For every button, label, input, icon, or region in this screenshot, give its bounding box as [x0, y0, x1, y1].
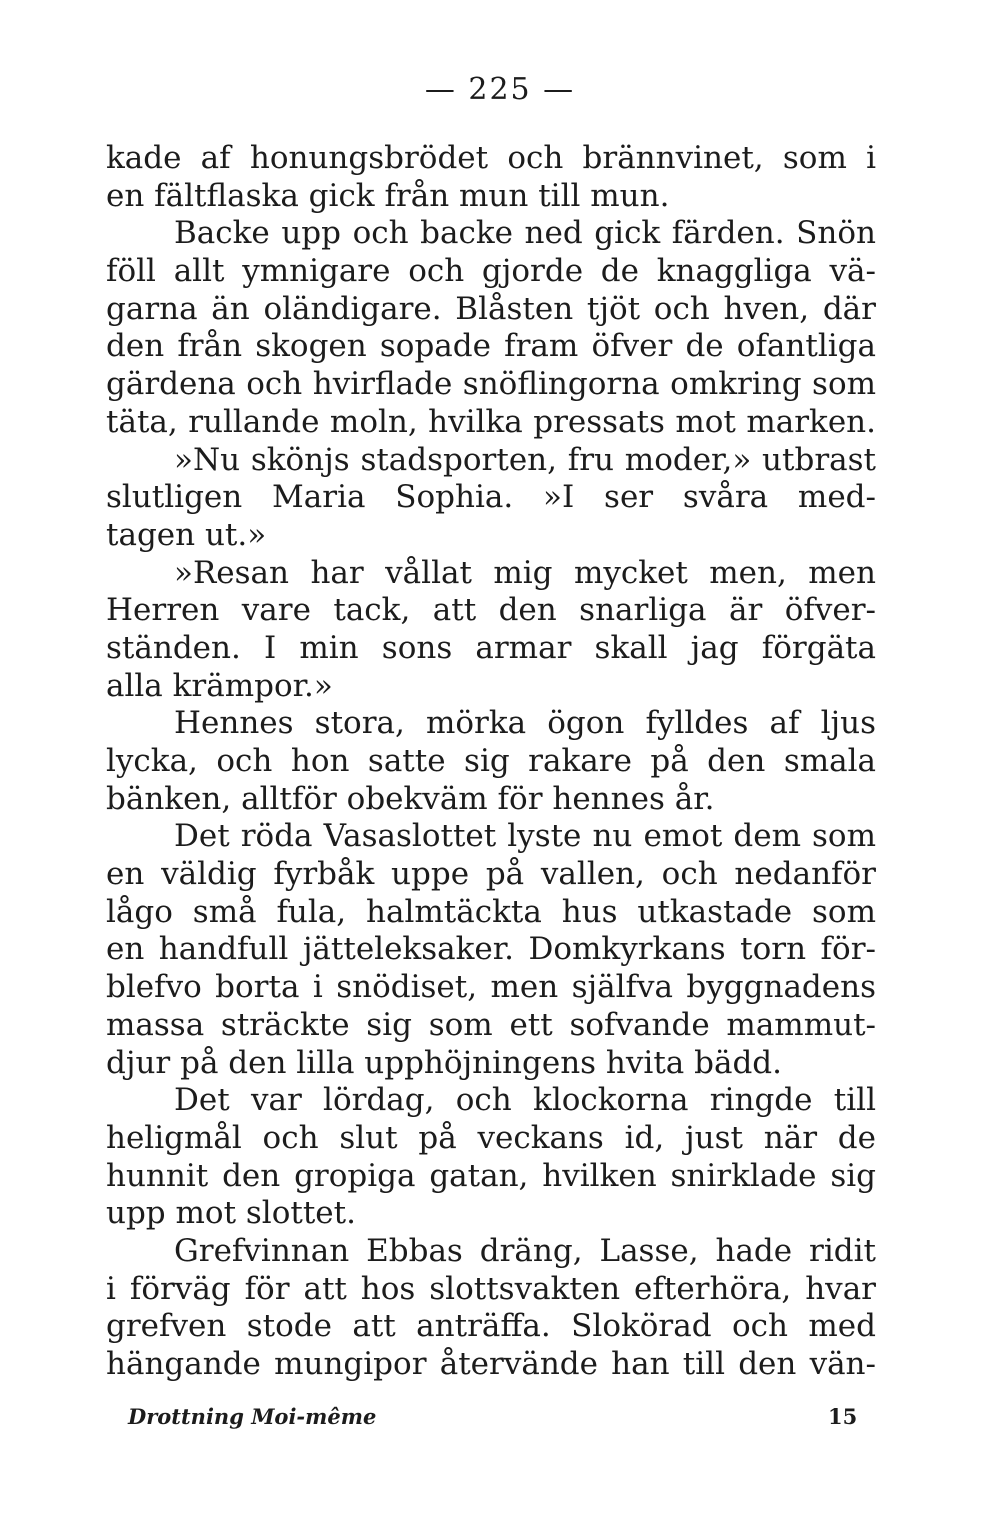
- text-line: Herren vare tack, att den snarliga är öfver-: [106, 592, 876, 629]
- text-line: garna än oländigare. Blåsten tjöt och hven, där: [106, 290, 876, 327]
- text-line: lågo små fula, halmtäckta hus utkastade som: [106, 893, 876, 930]
- text-line: slutligen Maria Sophia. »I ser svåra med-: [106, 479, 876, 516]
- text-line: »Resan har vållat mig mycket men, men: [174, 554, 876, 591]
- text-line: Grefvinnan Ebbas dräng, Lasse, hade ridit: [174, 1232, 876, 1269]
- text-line: upp mot slottet.: [106, 1195, 356, 1232]
- text-line: alla krämpor.»: [106, 667, 333, 704]
- text-line: bänken, alltför obekväm för hennes år.: [106, 780, 715, 817]
- text-line: tagen ut.»: [106, 516, 267, 553]
- text-line: Hennes stora, mörka ögon fylldes af ljus: [174, 705, 876, 742]
- footer-book-title: Drottning Moi-même: [128, 1404, 377, 1429]
- text-line: djur på den lilla upphöjningens hvita bädd.: [106, 1044, 782, 1081]
- text-line: gärdena och hvirflade snöflingorna omkring som: [106, 366, 876, 403]
- text-line: en handfull jätteleksaker. Domkyrkans torn för-: [106, 931, 876, 968]
- text-line: lycka, och hon satte sig rakare på den smala: [106, 743, 876, 779]
- text-line: en fältflaska gick från mun till mun.: [106, 177, 670, 214]
- text-line: hunnit den gropiga gatan, hvilken snirklade sig: [106, 1157, 876, 1194]
- text-line: Backe upp och backe ned gick färden. Snön: [174, 215, 876, 252]
- text-line: Det röda Vasaslottet lyste nu emot dem som: [174, 818, 876, 855]
- text-line: hängande mungipor återvände han till den vän-: [106, 1346, 876, 1382]
- body-text: [106, 140, 876, 1384]
- text-line: Det var lördag, och klockorna ringde till: [174, 1082, 876, 1119]
- text-line: föll allt ymnigare och gjorde de knaggliga vä-: [106, 253, 876, 290]
- text-line: i förväg för att hos slottsvakten efterhöra, hvar: [106, 1270, 876, 1307]
- text-line: den från skogen sopade fram öfver de ofantliga: [106, 328, 876, 365]
- footer-signature-mark: 15: [828, 1404, 858, 1429]
- text-line: täta, rullande moln, hvilka pressats mot marken.: [106, 403, 876, 440]
- text-line: heligmål och slut på veckans id, just när de: [106, 1119, 876, 1156]
- text-line: »Nu skönjs stadsporten, fru moder,» utbrast: [174, 441, 876, 478]
- text-line: grefven stode att anträffa. Slokörad och med: [106, 1308, 876, 1345]
- text-line: blefvo borta i snödiset, men själfva byggnadens: [106, 969, 876, 1006]
- text-line: massa sträckte sig som ett sofvande mammut-: [106, 1006, 876, 1043]
- page-number: — 225 —: [424, 72, 576, 107]
- text-line: ständen. I min sons armar skall jag förgäta: [106, 629, 876, 666]
- text-line: en väldig fyrbåk uppe på vallen, och nedanför: [106, 856, 876, 893]
- text-line: kade af honungsbrödet och brännvinet, som i: [106, 140, 876, 176]
